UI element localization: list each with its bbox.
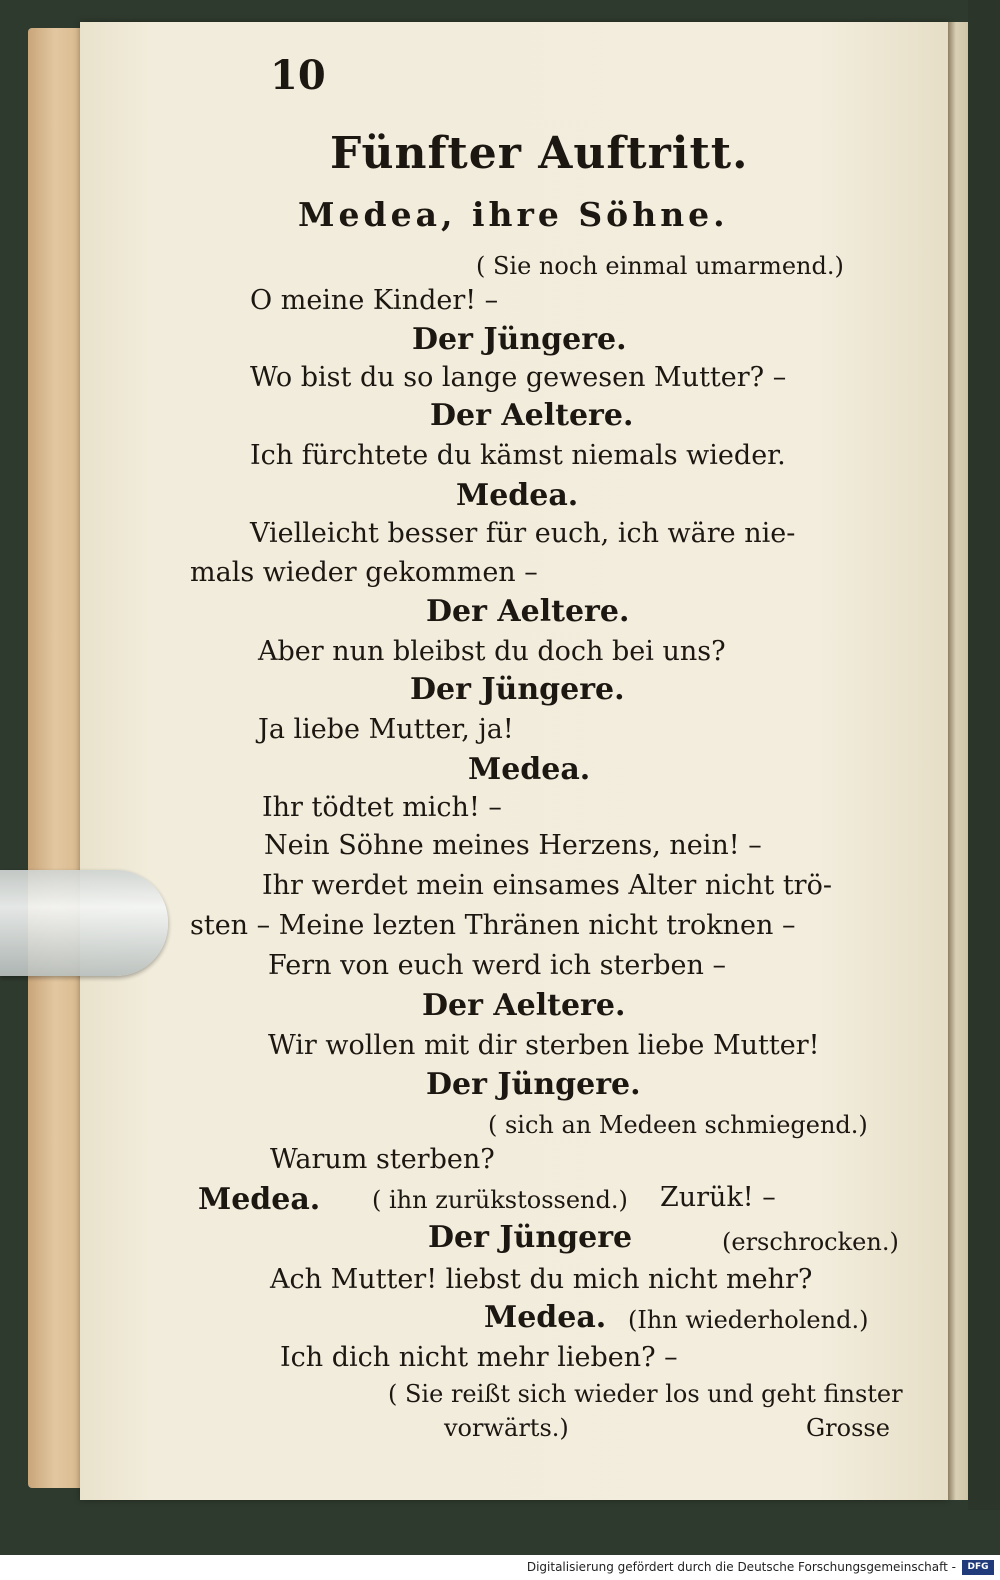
dialogue-line: Vielleicht besser für euch, ich wäre nie- <box>250 518 796 549</box>
page-number: 10 <box>270 52 326 99</box>
scene-heading: Fünfter Auftritt. <box>330 128 749 179</box>
stage-direction: ( Sie noch einmal umarmend.) <box>476 252 844 280</box>
dialogue-line: Ach Mutter! liebst du mich nicht mehr? <box>270 1264 813 1295</box>
dialogue-line: Ihr tödtet mich! – <box>262 792 502 823</box>
speaker-label: Medea. <box>456 478 579 513</box>
dialogue-line: Ich dich nicht mehr lieben? – <box>280 1342 678 1373</box>
dialogue-line: sten – Meine lezten Thränen nicht troknen – <box>190 910 796 941</box>
speaker-label: Der Jüngere <box>428 1220 633 1255</box>
catchword: Grosse <box>806 1414 890 1442</box>
speaker-label: Medea. <box>468 752 591 787</box>
dialogue-line: mals wieder gekommen – <box>190 557 538 588</box>
stage-direction: ( sich an Medeen schmiegend.) <box>488 1111 868 1139</box>
stage-direction: ( Sie reißt sich wieder los und geht finster <box>388 1380 903 1408</box>
stage-direction: vorwärts.) <box>444 1414 569 1442</box>
speaker-label: Der Jüngere. <box>426 1067 641 1102</box>
dialogue-line: Ihr werdet mein einsames Alter nicht trö- <box>262 870 832 901</box>
background-strip <box>968 0 1000 1510</box>
speaker-label: Der Aeltere. <box>430 398 634 433</box>
book-page-edges <box>28 28 88 1488</box>
stage-direction: ( ihn zurükstossend.) <box>372 1186 628 1214</box>
dialogue-line: Aber nun bleibst du doch bei uns? <box>258 636 726 667</box>
dialogue-line: Ich fürchtete du kämst niemals wieder. <box>250 440 786 471</box>
dialogue-line: Ja liebe Mutter, ja! <box>258 714 514 745</box>
speaker-label: Der Aeltere. <box>422 988 626 1023</box>
dialogue-line: Fern von euch werd ich sterben – <box>268 950 726 981</box>
dialogue-line: Wir wollen mit dir sterben liebe Mutter! <box>268 1030 820 1061</box>
dialogue-line: O meine Kinder! – <box>250 285 499 316</box>
speaker-label: Der Jüngere. <box>412 322 627 357</box>
digitization-footer <box>0 1555 1000 1580</box>
dialogue-line: Warum sterben? <box>270 1144 495 1175</box>
speaker-label: Medea. <box>198 1182 321 1217</box>
book-gutter <box>948 22 968 1500</box>
dialogue-line: Wo bist du so lange gewesen Mutter? – <box>250 362 787 393</box>
dialogue-line: Zurük! – <box>660 1182 776 1213</box>
footer-text: Digitalisierung gefördert durch die Deutsche Forschungsgemeinschaft - <box>526 1560 956 1574</box>
dfg-logo-icon: DFG <box>962 1560 994 1575</box>
speaker-label: Der Jüngere. <box>410 672 625 707</box>
speaker-label: Der Aeltere. <box>426 594 630 629</box>
scene-characters: Medea, ihre Söhne. <box>298 195 729 234</box>
speaker-label: Medea. <box>484 1300 607 1335</box>
stage-direction: (Ihn wiederholend.) <box>628 1306 869 1334</box>
page-clip <box>0 870 168 976</box>
stage-direction: (erschrocken.) <box>722 1228 899 1256</box>
dialogue-line: Nein Söhne meines Herzens, nein! – <box>264 830 762 861</box>
